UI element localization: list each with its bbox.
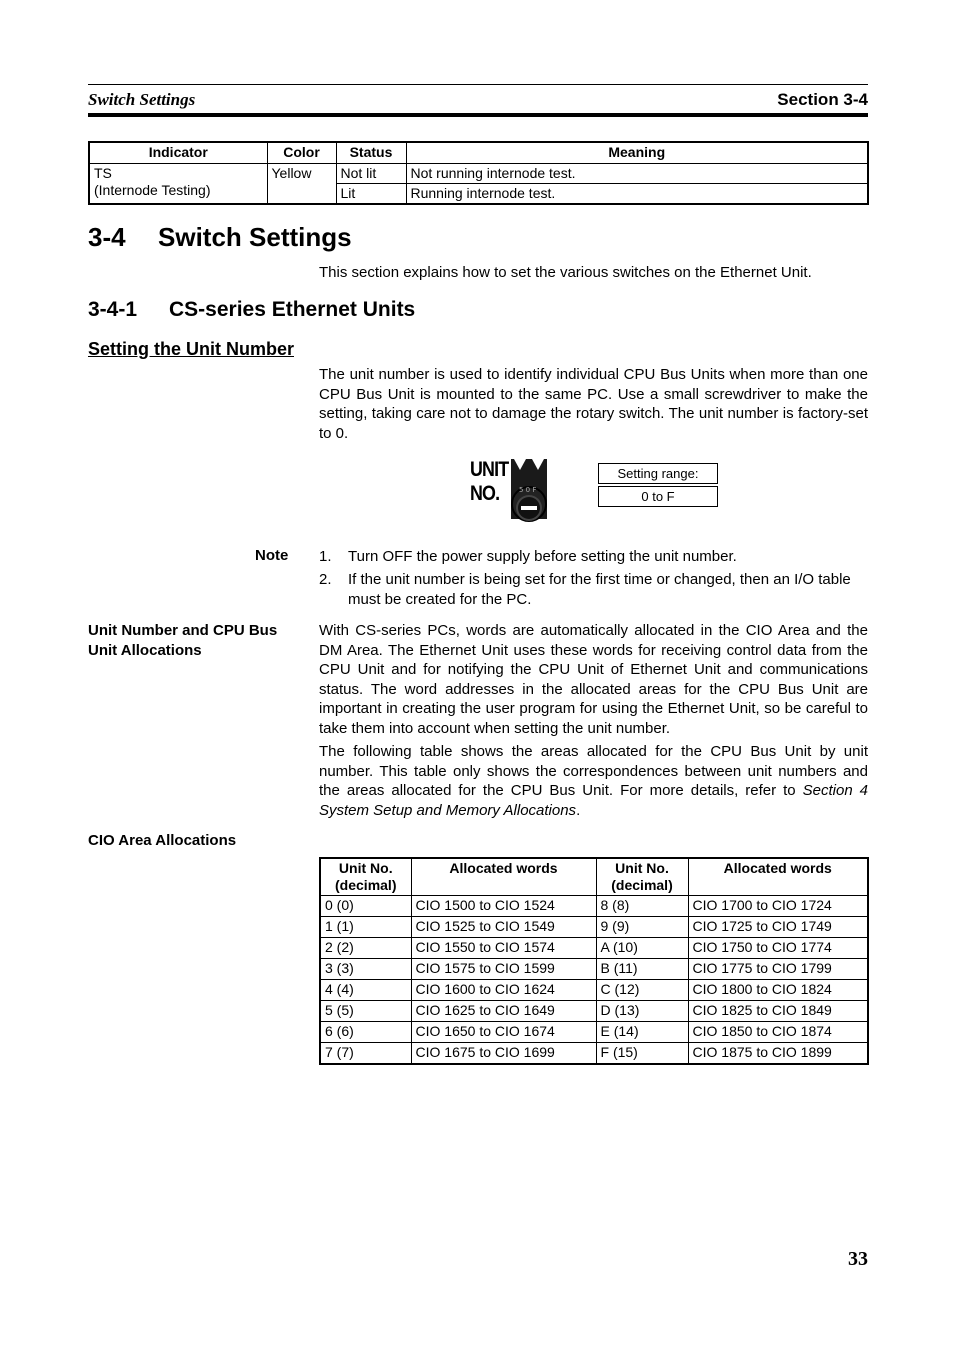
table-row — [320, 1022, 868, 1043]
allocated-words-cell: CIO 1750 to CIO 1774 — [688, 938, 868, 959]
table-row — [320, 959, 868, 980]
subsection-title: CS-series Ethernet Units — [169, 298, 416, 321]
color-cell: Yellow — [267, 164, 336, 205]
unit-number-cell: F (15) — [596, 1043, 688, 1065]
column-header: Unit No. (decimal) — [596, 858, 688, 896]
allocated-words-cell: CIO 1775 to CIO 1799 — [688, 959, 868, 980]
rotary-dial-icon — [508, 456, 550, 530]
meaning-cell: Running internode test. — [406, 184, 868, 205]
allocated-words-cell: CIO 1550 to CIO 1574 — [411, 938, 596, 959]
running-header-title: Switch Settings — [88, 90, 196, 109]
meaning-cell: Not running internode test. — [406, 164, 868, 184]
header-rule-bottom — [88, 113, 868, 117]
section-title: Switch Settings — [158, 222, 352, 252]
section-reference: Section 4 System Setup and Memory Allocations — [319, 782, 868, 819]
svg-text:5 0 F: 5 0 F — [519, 486, 537, 494]
unit-number-cell: B (11) — [596, 959, 688, 980]
running-header-section: Section 3-4 — [777, 90, 868, 109]
unit-number-cell: 7 (7) — [320, 1043, 411, 1065]
table-row — [320, 1001, 868, 1022]
note-number: 1. — [319, 548, 332, 565]
allocated-words-cell: CIO 1500 to CIO 1524 — [411, 896, 596, 917]
cio-heading: CIO Area Allocations — [88, 832, 237, 849]
allocated-words-cell: CIO 1675 to CIO 1699 — [411, 1043, 596, 1065]
unit-number-cell: E (14) — [596, 1022, 688, 1043]
unit-number-cell: 0 (0) — [320, 896, 411, 917]
indicator-cell — [89, 164, 267, 205]
column-header: Meaning — [406, 142, 868, 164]
note-label: Note — [255, 547, 289, 564]
note-text: If the unit number is being set for the first time or changed, then an I/O table must be created for the PC. — [348, 571, 851, 608]
unit-number-cell: 3 (3) — [320, 959, 411, 980]
unit-number-paragraph: The unit number is used to identify individual CPU Bus Units when more than one CPU Bus Unit is mounted to the same PC. Use a small screwdriver to make the setting, taking care not to damage the rotary switch. The unit number is factory-set to 0. — [319, 366, 868, 442]
unit-number-cell: A (10) — [596, 938, 688, 959]
column-header: Unit No. (decimal) — [320, 858, 411, 896]
table-row — [320, 917, 868, 938]
unit-number-cell: D (13) — [596, 1001, 688, 1022]
cio-allocation-table — [319, 857, 869, 1065]
allocated-words-cell: CIO 1625 to CIO 1649 — [411, 1001, 596, 1022]
column-header: Color — [267, 142, 336, 164]
indicator-name: TS — [94, 165, 112, 181]
allocations-paragraph-2 — [319, 742, 868, 820]
rotary-switch-illustration — [470, 456, 550, 530]
table-row — [320, 1043, 868, 1065]
unit-number-cell: 8 (8) — [596, 896, 688, 917]
note-item — [319, 570, 868, 609]
section-heading — [88, 222, 352, 253]
allocated-words-cell: CIO 1800 to CIO 1824 — [688, 980, 868, 1001]
column-header: Status — [336, 142, 406, 164]
table-header-row — [320, 858, 868, 896]
table-row — [320, 938, 868, 959]
column-header: Allocated words — [411, 858, 596, 896]
allocated-words-cell: CIO 1875 to CIO 1899 — [688, 1043, 868, 1065]
note-item — [319, 547, 868, 567]
setting-range-value: 0 to F — [598, 486, 718, 507]
allocated-words-cell: CIO 1700 to CIO 1724 — [688, 896, 868, 917]
column-header: Allocated words — [688, 858, 868, 896]
switch-label-line1: UNIT — [470, 458, 509, 481]
allocations-paragraph-1: With CS-series PCs, words are automatically allocated in the CIO Area and the DM Area. The Ethernet Unit uses these words for receiving control data from the CPU Unit and for notifying the CPU Unit of Ethernet Unit and communications status. The word addresses in the allocated areas for the CPU Bus Unit are important in creating the user program for using the Ethernet Unit, so be careful to take them into account when setting the unit number. — [319, 622, 868, 737]
unit-number-cell: 5 (5) — [320, 1001, 411, 1022]
allocated-words-cell: CIO 1600 to CIO 1624 — [411, 980, 596, 1001]
subsection-heading — [88, 298, 415, 322]
table-row — [320, 980, 868, 1001]
section-number: 3-4 — [88, 222, 126, 252]
page-number: 33 — [848, 1248, 868, 1270]
unit-number-cell: C (12) — [596, 980, 688, 1001]
table-row — [320, 896, 868, 917]
unit-number-cell: 4 (4) — [320, 980, 411, 1001]
setting-range-label: Setting range: — [598, 463, 718, 484]
section-intro: This section explains how to set the various switches on the Ethernet Unit. — [319, 264, 812, 281]
table-row — [89, 164, 868, 184]
unit-number-cell: 9 (9) — [596, 917, 688, 938]
indicator-description: (Internode Testing) — [94, 182, 211, 198]
paragraph-text-end: . — [576, 801, 581, 819]
allocated-words-cell: CIO 1725 to CIO 1749 — [688, 917, 868, 938]
unit-number-cell: 2 (2) — [320, 938, 411, 959]
subsection-number: 3-4-1 — [88, 298, 138, 321]
switch-label — [470, 458, 508, 506]
allocations-heading — [88, 621, 308, 660]
table-header-row — [89, 142, 868, 164]
allocated-words-cell: CIO 1650 to CIO 1674 — [411, 1022, 596, 1043]
allocations-heading-line1: Unit Number and CPU Bus — [88, 622, 278, 639]
unit-number-cell: 1 (1) — [320, 917, 411, 938]
unit-number-heading: Setting the Unit Number — [88, 339, 294, 359]
status-cell: Not lit — [336, 164, 406, 184]
allocated-words-cell: CIO 1825 to CIO 1849 — [688, 1001, 868, 1022]
header-rule-top — [88, 84, 868, 85]
allocated-words-cell: CIO 1575 to CIO 1599 — [411, 959, 596, 980]
allocated-words-cell: CIO 1525 to CIO 1549 — [411, 917, 596, 938]
column-header: Indicator — [89, 142, 267, 164]
unit-number-cell: 6 (6) — [320, 1022, 411, 1043]
switch-label-line2: NO. — [470, 482, 500, 505]
note-number: 2. — [319, 571, 332, 588]
paragraph-text: The following table shows the areas allocated for the CPU Bus Unit by unit number. This table only shows the correspondences between unit numbers and the areas allocated for the CPU Bus Unit. For more details, refer to — [319, 743, 868, 799]
note-text: Turn OFF the power supply before setting the unit number. — [348, 548, 737, 565]
status-cell: Lit — [336, 184, 406, 205]
cio-table-body — [320, 896, 868, 1065]
allocations-heading-line2: Unit Allocations — [88, 641, 202, 659]
allocated-words-cell: CIO 1850 to CIO 1874 — [688, 1022, 868, 1043]
indicator-table — [88, 141, 869, 205]
